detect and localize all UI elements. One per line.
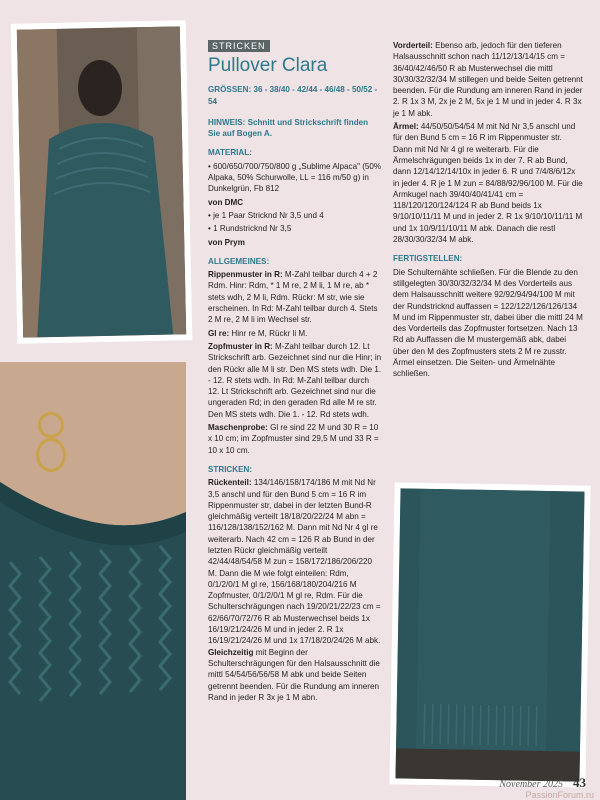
material-item-needles: • je 1 Paar Stricknd Nr 3,5 und 4	[208, 210, 324, 220]
material-source-prym: von Prym	[208, 237, 245, 247]
earring-bottom-icon	[36, 438, 66, 472]
general-heading: ALLGEMEINES:	[208, 256, 270, 266]
back-piece-paragraph: Rückenteil: 134/146/158/174/186 M mit Nd Nr 3,5 anschl und für den Bund 5 cm = 16 R im Rippenmuster str, dabei in der letzten Bund-R gleichmäßig verteilt 18/18/20/22/24 M abn = 116/128/138/152/162 M. Dann mit Nd Nr 4 gl re weiterarb. Nach 42 cm = 126 R ab Bund in der letzten Rückr gleichmäßig verteilt 42/44/48/54/58 M zun = 158/172/186/206/220 M. Dann die M wie folgt einteilen: Rdm, 0/1/2/0/1 M gl re, 156/168/180/204/216 M Zopfmuster, 0/1/2/0/1 M gl re, Rdm. Für die Schulterschrägungen nach 19/20/21/22/23 cm = 62/66/70/72/76 R ab Musterwechsel beids 1x 16/19/21/24/26 M und in jeder 2. R 1x 16/19/21/24/26 M und 1x 17/18/20/24/26 M abk. Gleichzeitig mit Beginn der Schulterschrägungen für den Halsausschnitt die mittl 54/54/56/56/58 M abk und beide Seiten getrennt beenden. Für die Rundung am inneren Rand in jeder R 3x je 1 M abn.	[208, 478, 381, 702]
front-piece-paragraph: Vorderteil: Ebenso arb, jedoch für den tieferen Halsausschnitt schon nach 11/12/13/14/15 cm = 36/40/42/46/50 R ab Musterwechsel die mittl 30/30/32/32/34 M stillegen und beide Seiten getrennt beenden. Für die Rundung am inneren Rand in jeder 2. R 1x 3 M, 2x je 2 M, 5x je 1 M und in jeder 4. R 3x je 1 M abk.	[393, 41, 583, 118]
material-item-circular: • 1 Rundstricknd Nr 3,5	[208, 224, 292, 234]
sleeve-paragraph: Ärmel: 44/50/50/54/54 M mit Nd Nr 3,5 anschl und für den Bund 5 cm = 16 R im Rippenmuster str. Dann mit Nd Nr 4 gl re weiterarb. Für die Ärmelschrägungen beids 1x in der 7. R ab Bund, dann 12/14/12/14/10x in jeder 6. R und 7/4/8/6/12x in jeder 4. R je 1 M zun = 84/88/92/96/100 M. Für die Armkugel nach 39/40/40/41/41 cm = 118/120/120/124/124 R ab Bund beids 1x 9/10/10/11/11 M und in jeder 2. R 1x 9/10/10/11/11 M und 1x 10/9/11/10/11 M abk. Danach die restl 28/30/30/32/34 M abk.	[393, 122, 583, 245]
cable-detail-photo	[0, 362, 186, 800]
material-item-yarn: • 600/650/700/750/800 g „Sublime Alpaca" (50% Alpaka, 50% Schurwolle, LL = 116 m/50 g) in Dunkelgrün, Fb 812	[208, 161, 382, 194]
material-heading: MATERIAL:	[208, 148, 252, 158]
stockinette-paragraph: Gl re: Hinr re M, Rückr li M.	[208, 328, 308, 338]
model-back-illustration	[17, 26, 186, 337]
instructions-column-left	[208, 40, 382, 705]
sizes-paragraph	[208, 84, 382, 107]
back-view-photo	[11, 20, 193, 344]
watermark: PassionForum.ru	[525, 790, 594, 800]
pattern-title: Pullover Clara	[208, 55, 328, 77]
finishing-heading: FERTIGSTELLEN:	[393, 254, 463, 264]
knitting-heading: STRICKEN:	[208, 464, 253, 474]
section-tag: STRICKEN	[208, 40, 270, 52]
earring-top-icon	[38, 412, 64, 438]
cable-pattern-paragraph: Zopfmuster in R: M-Zahl teilbar durch 12. Lt Strickschrift arb. Gezeichnet sind nur die Hinr; in den Rückr alle M li str. Den MS stets wdh. Die 1. - 12. R stets wdh. In Rd: M-Zahl teilbar durch 12. Lt Strickschrift arb. Gezeichnet sind nur die ungeraden Rd; in den geraden Rd alle M re str. Den MS stets wdh. Die 1. - 12. Rd stets wdh.	[208, 341, 382, 419]
rib-pattern-paragraph: Rippenmuster in R: M-Zahl teilbar durch 4 + 2 Rdm. Hinr: Rdm, * 1 M re, 2 M li, 1 M re, ab * stets wdh, 2 M li, Rdm. Rückr: M str, wie sie erscheinen. In Rd: M-Zahl teilbar durch 4. Stets 2 M re, 2 M li im Wechsel str.	[208, 270, 378, 325]
material-source-dmc: von DMC	[208, 197, 244, 207]
sizes-text: 36 - 38/40 - 42/44 - 46/48 - 50/52 - 54	[208, 85, 378, 106]
sleeve-illustration	[395, 488, 584, 781]
sleeve-detail-photo	[389, 482, 590, 787]
issue-date: November 2025	[499, 779, 563, 790]
hint-text: HINWEIS: Schnitt und Strickschrift finden Sie auf Bogen A.	[208, 117, 369, 139]
sizes-label: GRÖSSEN:	[208, 85, 252, 95]
gauge-paragraph: Maschenprobe: Gl re sind 22 M und 30 R = 10 x 10 cm; im Zopfmuster sind 29,5 M und 33 R = 10 x 10 cm.	[208, 423, 379, 455]
finishing-paragraph: Die Schulternähte schließen. Für die Blende zu den stillgelegten 30/30/32/32/34 M des Vorderteils aus dem Halsausschnitt weitere 92/92/94/94/100 M mit der Rundstricknd auffassen = 122/122/126/126/134 M und im Rippenmuster str, dabei über die mittl 24 M des Vorderteils das Zopfmuster fortsetzen. Nach 13 Rd ab Auffassen die M mustergemäß abk, dabei über den M des Zopfmusters stets 2 M re zusstr. Ärmel einsetzen. Die Seiten- und Ärmelnähte schließen.	[393, 267, 583, 379]
page-number: 43	[573, 775, 586, 790]
cable-pattern-illustration	[0, 362, 186, 800]
instructions-column-right	[393, 40, 583, 382]
